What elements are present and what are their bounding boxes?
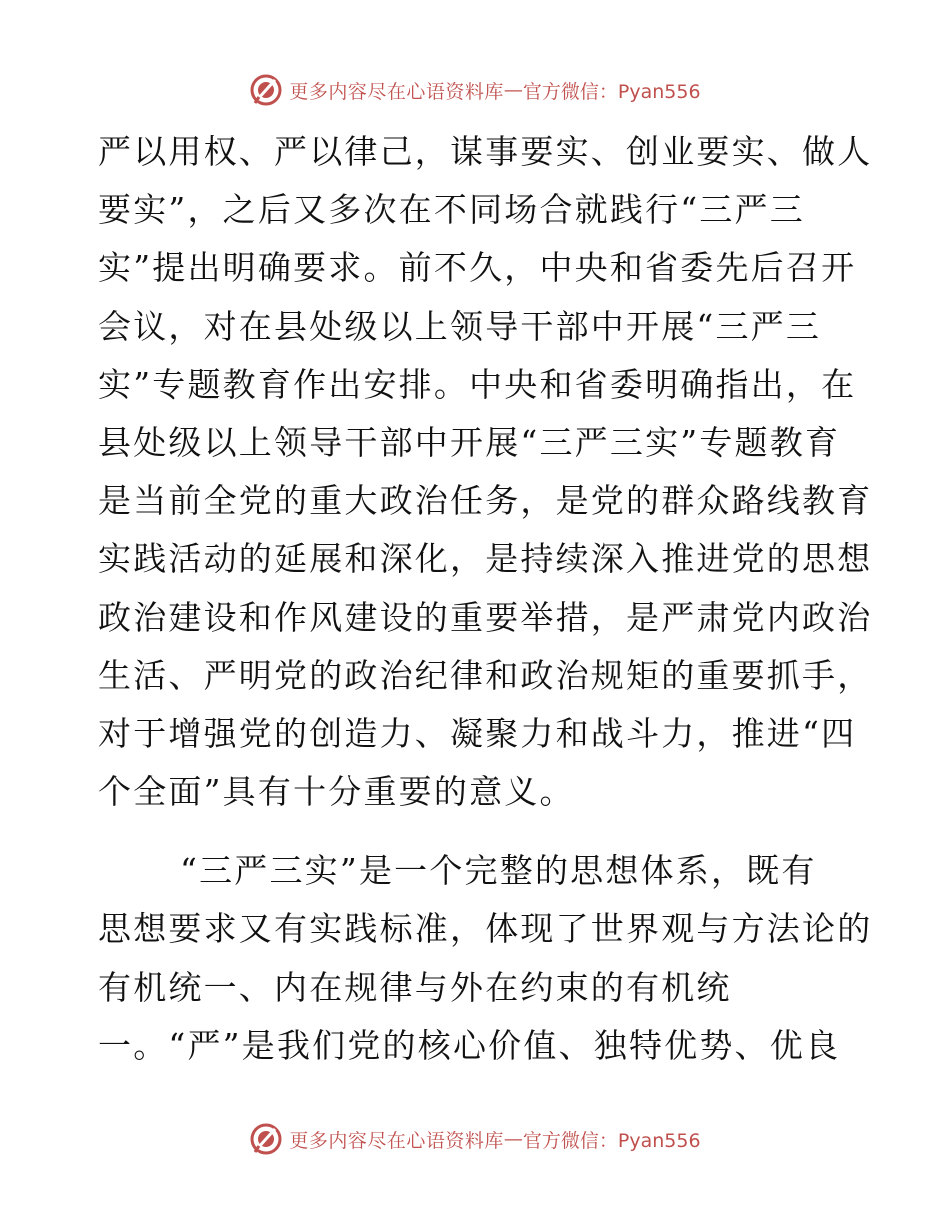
pen-logo-icon — [249, 1122, 283, 1156]
text-line: 对于增强党的创造力、凝聚力和战斗力，推进“四 — [98, 713, 857, 753]
paragraph-2 — [98, 842, 873, 1075]
text-line: 个全面”具有十分重要的意义。 — [98, 772, 575, 812]
watermark-wechat: 官方微信：Pyan556 — [522, 1129, 701, 1152]
text-line: 实”提出明确要求。前不久，中央和省委先后召开 — [98, 248, 857, 288]
text-line: 思想要求又有实践标准，体现了世界观与方法论的 — [98, 909, 873, 949]
text-line: “三严三实”是一个完整的思想体系，既有 — [180, 851, 817, 891]
text-line: 一。“严”是我们党的核心价值、独特优势、优良 — [98, 1025, 841, 1065]
text-line: 实”专题教育作出安排。中央和省委明确指出，在 — [98, 364, 857, 404]
text-line: 生活、严明党的政治纪律和政治规矩的重要抓手， — [98, 655, 873, 695]
text-line: 严以用权、严以律己，谋事要实、创业要实、做人 — [98, 132, 873, 171]
text-line: 县处级以上领导干部中开展“三严三实”专题教育 — [98, 422, 841, 462]
watermark-separator: — — [503, 79, 523, 101]
watermark-wechat: 官方微信：Pyan556 — [522, 80, 701, 103]
footer-watermark — [0, 1119, 950, 1159]
watermark-text: 更多内容尽在心语资料库 — [289, 80, 504, 103]
text-line: 有机统一、内在规律与外在约束的有机统 — [98, 967, 732, 1007]
watermark-separator: — — [503, 1128, 523, 1150]
document-body — [98, 123, 873, 1075]
pen-logo-icon — [249, 73, 283, 107]
text-line: 政治建设和作风建设的重要举措，是严肃党内政治 — [98, 597, 873, 637]
watermark-text: 更多内容尽在心语资料库 — [289, 1129, 504, 1152]
header-watermark — [0, 70, 950, 110]
paragraph-1 — [98, 123, 873, 821]
text-line: 要实”，之后又多次在不同场合就践行“三严三 — [98, 190, 805, 230]
text-line: 会议，对在县处级以上领导干部中开展“三严三 — [98, 306, 822, 346]
text-line: 实践活动的延展和深化，是持续深入推进党的思想 — [98, 539, 873, 579]
text-line: 是当前全党的重大政治任务，是党的群众路线教育 — [98, 481, 873, 521]
